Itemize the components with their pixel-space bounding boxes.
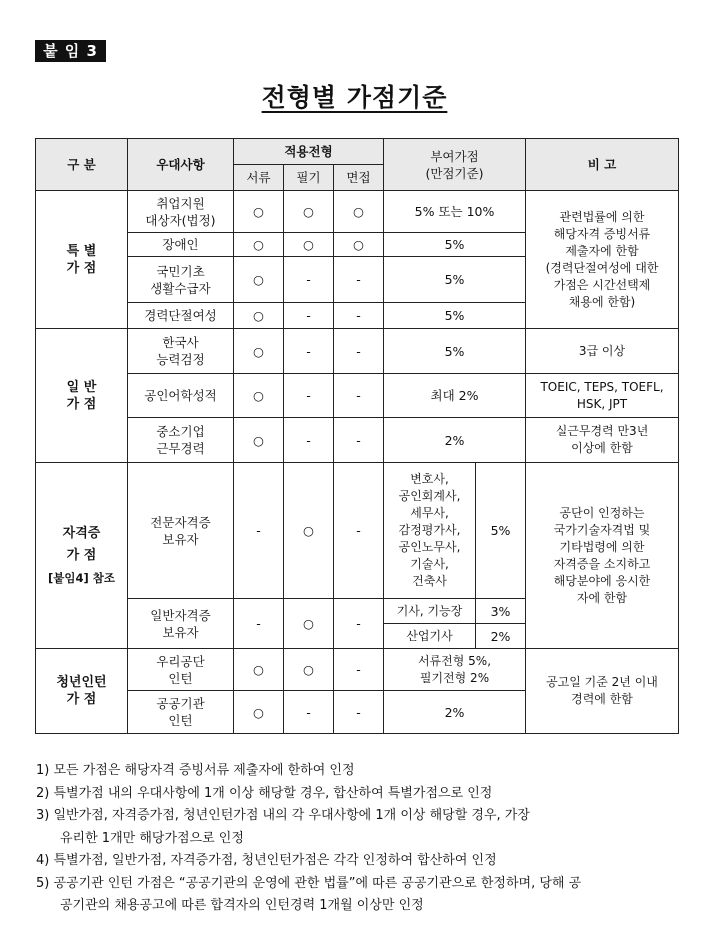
mark-seoryu: - — [234, 599, 284, 649]
category-intern: 청년인턴 가 점 — [36, 649, 128, 734]
mark-myeonjeop: - — [334, 374, 384, 418]
license-detail-cell: 산업기사 — [384, 624, 476, 649]
category-license-sub: [붙임4] 참조 — [48, 570, 115, 585]
mark-myeonjeop: ○ — [334, 233, 384, 257]
points-cell: 5% — [384, 233, 526, 257]
license-detail-cell: 기사, 기능장 — [384, 599, 476, 624]
points-cell: 2% — [476, 624, 526, 649]
item-cell: 공인어학성적 — [128, 374, 234, 418]
mark-myeonjeop: - — [334, 599, 384, 649]
footnote-5-cont: 공기관의 채용공고에 따른 합격자의 인턴경력 1개월 이상만 인정 — [60, 898, 424, 913]
mark-seoryu: ○ — [234, 418, 284, 463]
mark-myeonjeop: - — [334, 329, 384, 374]
mark-pilgi: ○ — [284, 463, 334, 599]
mark-myeonjeop: - — [334, 463, 384, 599]
note-cell: 실근무경력 만3년 이상에 한함 — [526, 418, 679, 463]
note-cell: 공단이 인정하는 국가기술자격법 및 기타법령에 의한 자격증을 소지하고 해당분야에 응시한 자에 한함 — [526, 463, 679, 649]
mark-seoryu: ○ — [234, 233, 284, 257]
mark-pilgi: - — [284, 303, 334, 329]
mark-myeonjeop: ○ — [334, 191, 384, 233]
footnote-5: 5) 공공기관 인턴 가점은 “공공기관의 운영에 관한 법률”에 따른 공공기관으로 한정하며, 당해 공 — [36, 875, 582, 891]
mark-myeonjeop: - — [334, 691, 384, 734]
footnote-1: 1) 모든 가점은 해당자격 증빙서류 제출자에 한하여 인정 — [36, 763, 355, 778]
category-special: 특 별 가 점 — [36, 191, 128, 329]
header-buyeo: 부여가점 (만점기준) — [384, 139, 526, 191]
points-cell: 5% 또는 10% — [384, 191, 526, 233]
category-general: 일 반 가 점 — [36, 329, 128, 463]
points-cell: 5% — [384, 257, 526, 303]
mark-seoryu: ○ — [234, 303, 284, 329]
points-cell: 5% — [384, 329, 526, 374]
item-cell: 경력단절여성 — [128, 303, 234, 329]
mark-myeonjeop: - — [334, 418, 384, 463]
header-seoryu: 서류 — [234, 165, 284, 191]
note-cell: 3급 이상 — [526, 329, 679, 374]
item-cell: 장애인 — [128, 233, 234, 257]
footnote-3-cont: 유리한 1개만 해당가점으로 인정 — [60, 830, 244, 846]
mark-pilgi: ○ — [284, 233, 334, 257]
footnote-4: 4) 특별가점, 일반가점, 자격증가점, 청년인턴가점은 각각 인정하여 합산하여 인정 — [36, 853, 497, 868]
note-cell: 공고일 기준 2년 이내 경력에 한함 — [526, 649, 679, 734]
mark-pilgi: ○ — [284, 649, 334, 691]
mark-seoryu: ○ — [234, 374, 284, 418]
header-myeonjeop: 면접 — [334, 165, 384, 191]
item-cell: 한국사 능력검정 — [128, 329, 234, 374]
header-pilgi: 필기 — [284, 165, 334, 191]
item-cell: 국민기초 생활수급자 — [128, 257, 234, 303]
mark-seoryu: ○ — [234, 649, 284, 691]
mark-myeonjeop: - — [334, 257, 384, 303]
header-udae: 우대사항 — [128, 139, 234, 191]
mark-seoryu: - — [234, 463, 284, 599]
mark-pilgi: ○ — [284, 599, 334, 649]
category-license — [36, 463, 128, 649]
bonus-criteria-table — [35, 138, 679, 734]
item-cell: 전문자격증 보유자 — [128, 463, 234, 599]
mark-seoryu: ○ — [234, 329, 284, 374]
footnote-2: 2) 특별가점 내의 우대사항에 1개 이상 해당할 경우, 합산하여 특별가점으로 인정 — [36, 785, 493, 801]
points-cell: 2% — [384, 691, 526, 734]
header-bigo: 비 고 — [526, 139, 679, 191]
page-title: 전형별 가점기준 — [261, 83, 448, 112]
mark-seoryu: ○ — [234, 691, 284, 734]
attachment-badge: 붙 임 3 — [35, 40, 106, 62]
points-cell: 2% — [384, 418, 526, 463]
mark-pilgi: - — [284, 691, 334, 734]
points-cell: 3% — [476, 599, 526, 624]
footnote-3: 3) 일반가점, 자격증가점, 청년인턴가점 내의 각 우대사항에 1개 이상 해당할 경우, 가장 — [36, 808, 530, 823]
note-cell: 관련법률에 의한 해당자격 증빙서류 제출자에 한함 (경력단절여성에 대한 가점은 시간선택제 채용에 한함) — [526, 191, 679, 329]
points-cell: 서류전형 5%, 필기전형 2% — [384, 649, 526, 691]
points-cell: 5% — [384, 303, 526, 329]
header-gubun: 구 분 — [36, 139, 128, 191]
mark-pilgi: - — [284, 374, 334, 418]
mark-pilgi: - — [284, 329, 334, 374]
mark-pilgi: - — [284, 418, 334, 463]
mark-myeonjeop: - — [334, 649, 384, 691]
note-cell: TOEIC, TEPS, TOEFL, HSK, JPT — [526, 374, 679, 418]
license-detail-cell: 변호사, 공인회계사, 세무사, 감정평가사, 공인노무사, 기술사, 건축사 — [384, 463, 476, 599]
points-cell: 5% — [476, 463, 526, 599]
category-license-label: 자격증 가 점 — [62, 525, 101, 563]
mark-seoryu: ○ — [234, 191, 284, 233]
footnotes — [36, 760, 686, 918]
item-cell: 일반자격증 보유자 — [128, 599, 234, 649]
header-jeokyong: 적용전형 — [234, 139, 384, 165]
mark-myeonjeop: - — [334, 303, 384, 329]
mark-pilgi: ○ — [284, 191, 334, 233]
item-cell: 공공기관 인턴 — [128, 691, 234, 734]
mark-seoryu: ○ — [234, 257, 284, 303]
points-cell: 최대 2% — [384, 374, 526, 418]
item-cell: 취업지원 대상자(법정) — [128, 191, 234, 233]
item-cell: 우리공단 인턴 — [128, 649, 234, 691]
item-cell: 중소기업 근무경력 — [128, 418, 234, 463]
mark-pilgi: - — [284, 257, 334, 303]
